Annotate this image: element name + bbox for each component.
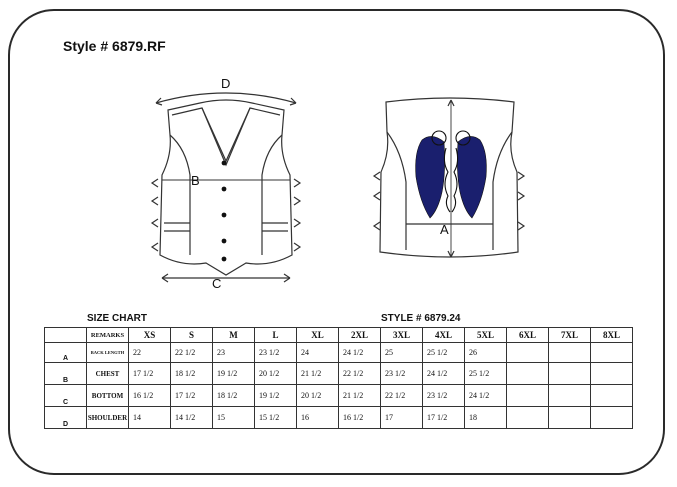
table-cell [507, 407, 549, 429]
table-cell: 18 1/2 [171, 363, 213, 385]
table-cell [591, 385, 633, 407]
table-cell: 26 [465, 343, 507, 363]
table-cell: 21 1/2 [339, 385, 381, 407]
table-cell: 25 1/2 [423, 343, 465, 363]
measure-label-b: B [191, 173, 200, 188]
table-row [45, 407, 633, 429]
size-header: 3XL [381, 328, 423, 343]
table-cell: 24 1/2 [423, 363, 465, 385]
table-cell: 14 [129, 407, 171, 429]
table-cell: 17 1/2 [171, 385, 213, 407]
table-cell [507, 385, 549, 407]
table-row [45, 343, 633, 363]
size-chart-table [44, 327, 633, 429]
size-header: 5XL [465, 328, 507, 343]
table-cell: 25 1/2 [465, 363, 507, 385]
size-header: M [213, 328, 255, 343]
table-row [45, 363, 633, 385]
measure-label-a: A [440, 222, 449, 237]
size-header: XS [129, 328, 171, 343]
row-letter: D [45, 407, 87, 429]
size-header: 6XL [507, 328, 549, 343]
table-cell: 18 1/2 [213, 385, 255, 407]
size-chart-label: SIZE CHART [87, 313, 147, 324]
table-cell: 24 1/2 [339, 343, 381, 363]
table-cell: 21 1/2 [297, 363, 339, 385]
table-cell: 18 [465, 407, 507, 429]
table-cell: 25 [381, 343, 423, 363]
size-header: 2XL [339, 328, 381, 343]
table-cell: 20 1/2 [255, 363, 297, 385]
table-cell: 24 [297, 343, 339, 363]
table-cell: 23 1/2 [255, 343, 297, 363]
row-name: BACK LENGTH [87, 343, 129, 363]
style-number-label: STYLE # 6879.24 [381, 313, 461, 324]
row-letter: A [45, 343, 87, 363]
table-cell: 17 [381, 407, 423, 429]
size-header: L [255, 328, 297, 343]
table-cell: 23 [213, 343, 255, 363]
table-cell [549, 385, 591, 407]
table-cell: 17 1/2 [129, 363, 171, 385]
table-cell: 16 1/2 [339, 407, 381, 429]
table-cell [507, 363, 549, 385]
table-cell [549, 363, 591, 385]
table-cell: 22 [129, 343, 171, 363]
table-cell: 22 1/2 [339, 363, 381, 385]
row-letter: C [45, 385, 87, 407]
size-header: 8XL [591, 328, 633, 343]
row-name: BOTTOM [87, 385, 129, 407]
table-cell: 22 1/2 [171, 343, 213, 363]
style-title: Style # 6879.RF [63, 38, 166, 54]
table-cell [549, 343, 591, 363]
table-cell: 17 1/2 [423, 407, 465, 429]
size-header: S [171, 328, 213, 343]
table-cell: 24 1/2 [465, 385, 507, 407]
size-header: XL [297, 328, 339, 343]
table-cell [549, 407, 591, 429]
table-cell: 20 1/2 [297, 385, 339, 407]
row-letter: B [45, 363, 87, 385]
back-vest-diagram [372, 92, 527, 267]
table-header-row [45, 328, 633, 343]
table-cell: 19 1/2 [255, 385, 297, 407]
table-cell [591, 343, 633, 363]
table-cell: 15 1/2 [255, 407, 297, 429]
table-cell: 23 1/2 [381, 363, 423, 385]
blank-corner-cell [45, 328, 87, 343]
table-cell: 22 1/2 [381, 385, 423, 407]
table-row [45, 385, 633, 407]
table-cell [591, 363, 633, 385]
table-cell: 14 1/2 [171, 407, 213, 429]
table-cell: 23 1/2 [423, 385, 465, 407]
size-header: 4XL [423, 328, 465, 343]
table-cell: 16 1/2 [129, 385, 171, 407]
table-cell [591, 407, 633, 429]
remarks-header: REMARKS [87, 328, 129, 343]
measure-label-c: C [212, 276, 222, 291]
row-name: CHEST [87, 363, 129, 385]
table-cell: 15 [213, 407, 255, 429]
table-cell: 19 1/2 [213, 363, 255, 385]
row-name: SHOULDER [87, 407, 129, 429]
measure-label-d: D [221, 76, 231, 91]
table-cell [507, 343, 549, 363]
table-cell: 16 [297, 407, 339, 429]
front-vest-diagram [150, 75, 302, 290]
size-header: 7XL [549, 328, 591, 343]
